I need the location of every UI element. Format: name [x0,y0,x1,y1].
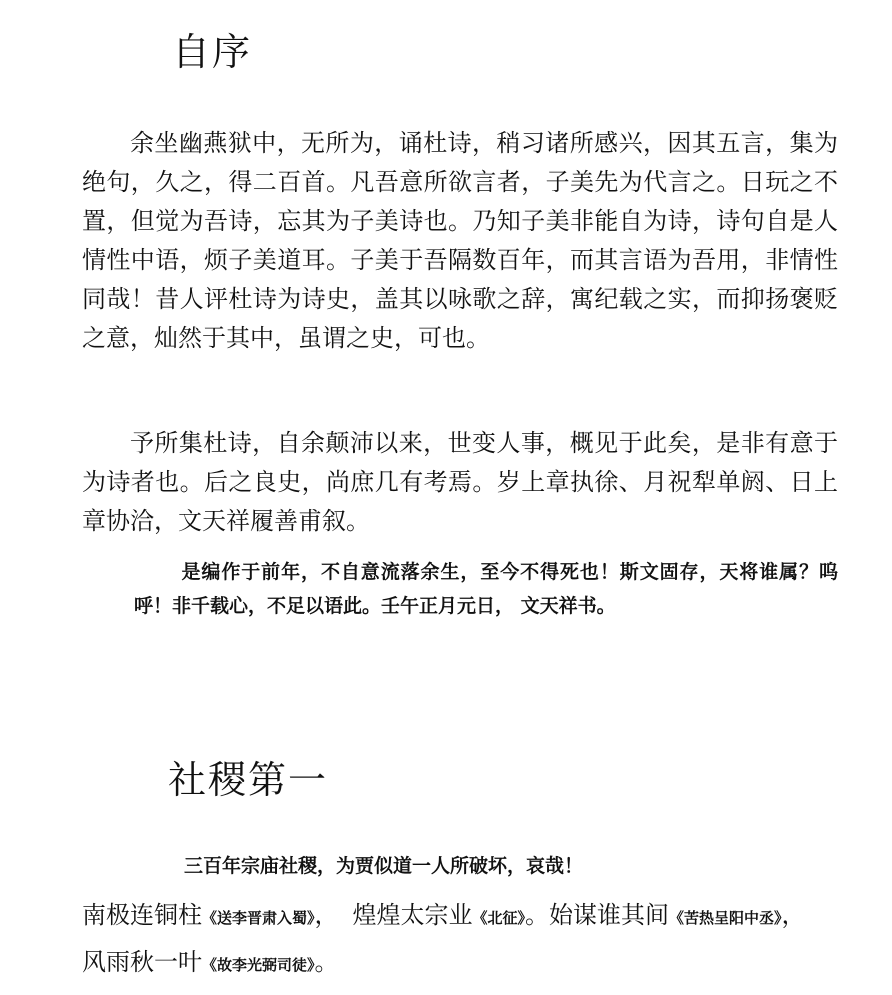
poem-source-3: 《苦热呈阳中丞》 [669,909,782,927]
poem-separator-1: ， [314,901,339,929]
preface-title: 自序 [172,30,253,74]
poem-separator-3: ， [781,901,806,929]
poem-line-3: 始谋谁其间 [549,901,670,929]
poem-line-4: 风雨秋一叶 [82,948,202,976]
poem-source-4: 《故李光弼司徒》 [202,956,315,974]
poem-line-1: 南极连铜柱 [82,901,202,929]
chapter-title: 社稷第一 [168,758,329,802]
poem-separator-4: 。 [314,948,339,976]
poem-separator-2: 。 [525,901,550,929]
poem-text [82,893,842,987]
poem-line-2: 煌煌太宗业 [352,901,473,929]
preface-postscript-note: 是编作于前年，不自意流落余生，至今不得死也！斯文固存，天将谁属？呜呼！非千载心，不足以语此。壬午正月元日， 文天祥书。 [134,561,838,617]
poem-source-1: 《送李晋肃入蜀》 [202,909,315,927]
preface-paragraph-1: 余坐幽燕狱中，无所为，诵杜诗，稍习诸所感兴，因其五言，集为绝句，久之，得二百首。凡吾意所欲言者，子美先为代言之。日玩之不置，但觉为吾诗，忘其为子美诗也。乃知子美非能自为诗，诗句自是人情性中语，烦子美道耳。子美于吾隔数百年，而其言语为吾用，非情性同哉！昔人评杜诗为诗史，盖其以咏歌之辞，寓纪载之实，而抑扬褒贬之意，灿然于其中，虽谓之史，可也。 [82,129,838,352]
chapter-intro: 三百年宗庙社稷，为贾似道一人所破坏，哀哉！ [184,855,584,877]
preface-paragraph-2: 予所集杜诗，自余颠沛以来，世变人事，概见于此矣，是非有意于为诗者也。后之良史，尚庶几有考焉。岁上章执徐、月祝犁单阏、日上章协洽，文天祥履善甫叙。 [82,429,838,535]
poem-source-2: 《北征》 [472,909,526,927]
